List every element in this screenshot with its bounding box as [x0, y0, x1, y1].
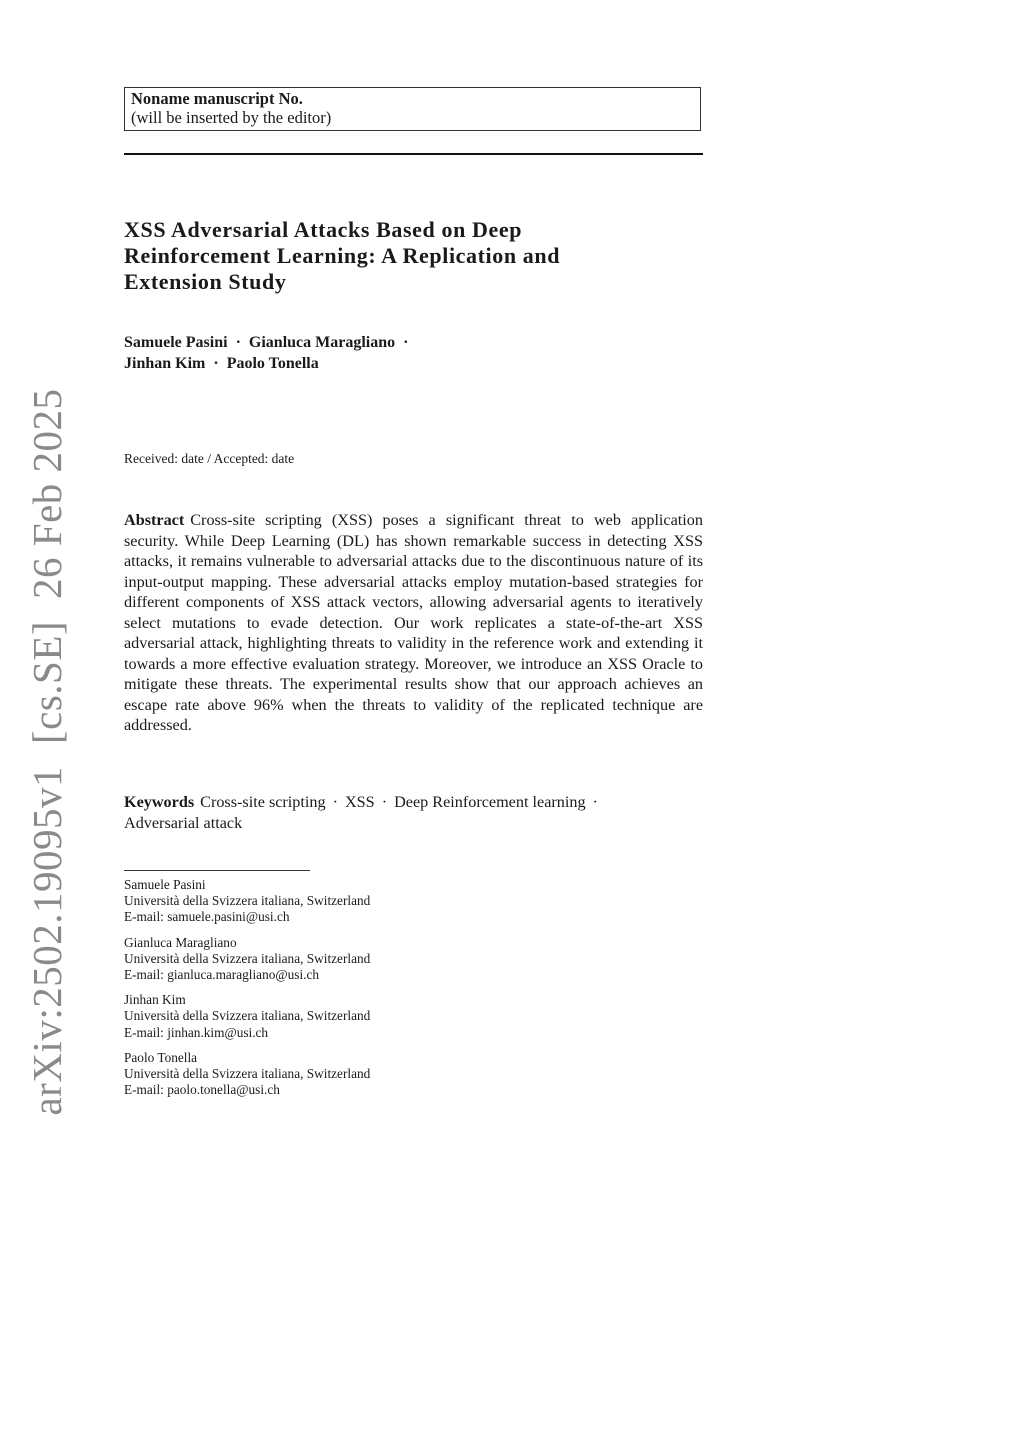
keyword-separator: ·	[332, 793, 338, 811]
affiliation-name: Gianluca Maragliano	[124, 934, 237, 950]
affiliation-email: E-mail: gianluca.maragliano@usi.ch	[124, 967, 320, 983]
header-rule	[124, 153, 703, 155]
affiliation-institution: Università della Svizzera italiana, Switzerland	[124, 950, 371, 966]
author-line	[124, 332, 416, 353]
arxiv-date: 26 Feb 2025	[24, 388, 70, 599]
manuscript-subtitle: (will be inserted by the editor)	[131, 108, 332, 127]
author-list	[124, 332, 416, 374]
arxiv-stamp	[16, 388, 78, 1116]
keywords	[124, 792, 703, 833]
footnote-rule	[124, 870, 310, 871]
affiliation-institution: Università della Svizzera italiana, Switzerland	[124, 1008, 371, 1024]
author-name: Jinhan Kim	[124, 355, 206, 372]
keyword: XSS	[344, 793, 375, 811]
author-separator: ·	[235, 334, 241, 351]
affiliations	[124, 877, 370, 1107]
affiliation-block	[124, 935, 370, 984]
keyword: Cross-site scripting	[200, 793, 326, 811]
title-line: XSS Adversarial Attacks Based on Deep	[124, 217, 523, 242]
abstract-label: Abstract	[124, 511, 185, 529]
affiliation-block	[124, 877, 370, 926]
keyword-separator: ·	[381, 793, 388, 811]
received-accepted-dates: Received: date / Accepted: date	[124, 451, 295, 466]
keyword-separator: ·	[592, 793, 598, 811]
keyword: Deep Reinforcement learning	[394, 793, 586, 811]
keywords-label: Keywords	[124, 793, 195, 811]
affiliation-name: Jinhan Kim	[124, 992, 186, 1008]
author-name: Gianluca Maragliano	[248, 334, 396, 351]
title-line: Reinforcement Learning: A Replication and	[124, 243, 561, 268]
author-separator: ·	[213, 355, 219, 372]
manuscript-box	[124, 87, 701, 131]
affiliation-name: Samuele Pasini	[124, 877, 206, 892]
paper-title	[124, 217, 684, 295]
affiliation-email: E-mail: samuele.pasini@usi.ch	[124, 909, 290, 925]
affiliation-email: E-mail: paolo.tonella@usi.ch	[124, 1082, 280, 1098]
keyword: Adversarial attack	[124, 813, 243, 832]
author-separator: ·	[403, 334, 409, 351]
affiliation-block	[124, 1050, 370, 1099]
arxiv-category: [cs.SE]	[24, 620, 70, 745]
affiliation-institution: Università della Svizzera italiana, Switzerland	[124, 893, 371, 909]
author-line	[124, 353, 416, 374]
manuscript-title: Noname manuscript No.	[131, 89, 303, 108]
affiliation-block	[124, 992, 370, 1041]
abstract-text: Cross-site scripting (XSS) poses a significant threat to web application security. While Deep Learning (DL) has shown remarkable success in detecting XSS attacks, it remains vulnerable to adversarial attacks due to the discontinuous nature of its input-output mapping. These adversarial attacks employ mutation-based strategies for different components of XSS attack vectors, allowing adversarial agents to iteratively select mutations to evade detection. Our work replicates a state-of-the-art XSS adversarial attack, highlighting threats to validity in the reference work and extending it towards a more effective evaluation strategy. Moreover, we introduce an XSS Oracle to mitigate these threats. The experimental results show that our approach achieves an escape rate above 96% when the threats to validity of the replicated technique are addressed.	[124, 511, 703, 734]
author-name: Paolo Tonella	[226, 355, 319, 372]
affiliation-email: E-mail: jinhan.kim@usi.ch	[124, 1024, 269, 1040]
author-name: Samuele Pasini	[124, 334, 228, 351]
abstract	[124, 510, 703, 736]
title-line: Extension Study	[124, 269, 287, 294]
affiliation-name: Paolo Tonella	[124, 1049, 198, 1065]
affiliation-institution: Università della Svizzera italiana, Switzerland	[124, 1066, 371, 1082]
arxiv-stamp-text	[23, 388, 71, 1115]
arxiv-id: arXiv:2502.19095v1	[24, 766, 70, 1116]
